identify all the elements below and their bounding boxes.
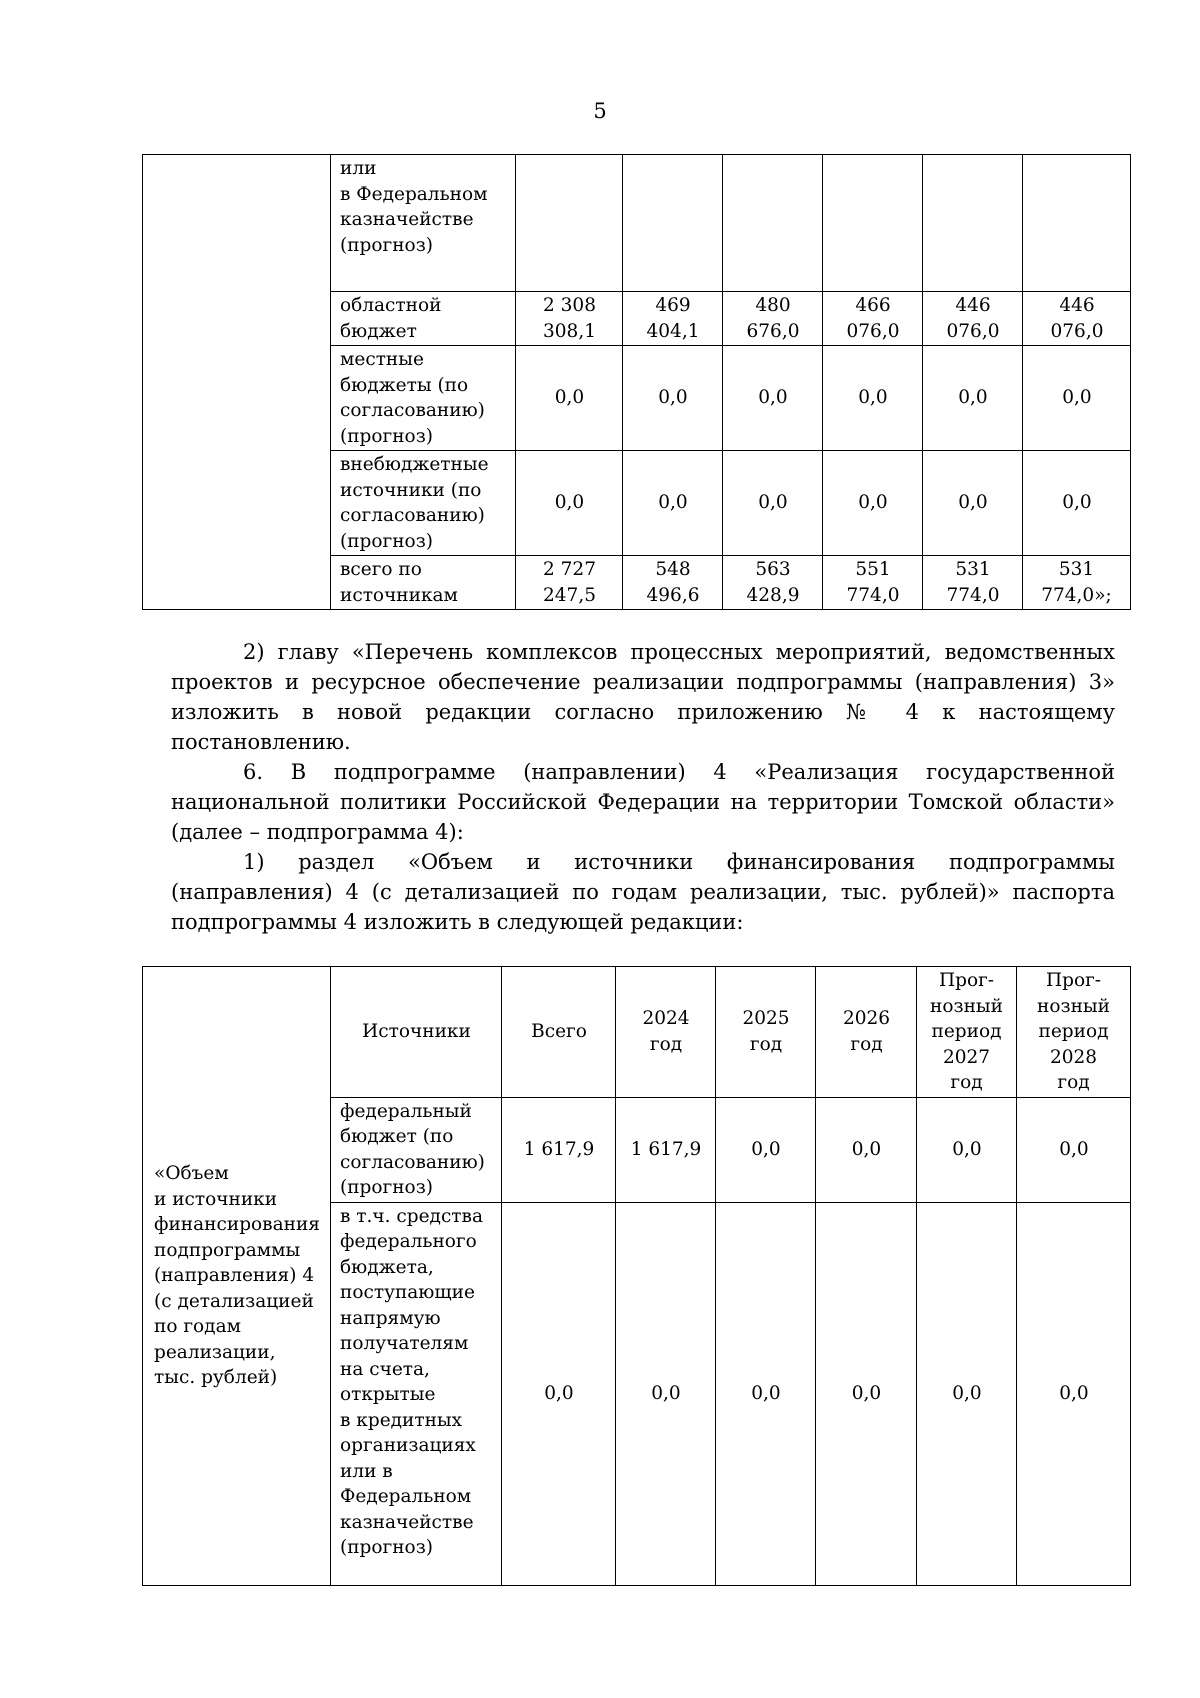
value-cell: 0,0 — [1017, 1097, 1131, 1202]
value-cell — [516, 155, 623, 292]
source-cell: всего по источникам — [331, 556, 516, 610]
value-cell — [723, 155, 823, 292]
value-cell: 0,0 — [1023, 346, 1131, 451]
value-cell: 0,0 — [723, 346, 823, 451]
value-cell: 0,0 — [623, 451, 723, 556]
funding-table-subprogram-4 — [142, 966, 1131, 1586]
value-cell: 0,0 — [516, 346, 623, 451]
value-cell: 446 076,0 — [1023, 292, 1131, 346]
source-cell: или в Федеральном казначействе (прогноз) — [331, 155, 516, 292]
row-label-cell: «Объем и источники финансирования подпрограммы (направления) 4 (с детализацией по годам реализации, тыс. рублей) — [143, 967, 331, 1586]
value-cell — [623, 155, 723, 292]
value-cell: 0,0 — [923, 346, 1023, 451]
source-cell: в т.ч. средства федерального бюджета, поступающие напрямую получателям на счета, открытые в кредитных организациях или в Федеральном казначействе (прогноз) — [331, 1202, 502, 1585]
value-cell: 0,0 — [623, 346, 723, 451]
paragraph: 1) раздел «Объем и источники финансирования подпрограммы (направления) 4 (с детализацией по годам реализации, тыс. рублей)» паспорта подпрограммы 4 изложить в следующей редакции: — [171, 850, 1115, 934]
value-cell: 0,0 — [917, 1097, 1017, 1202]
header-cell: Источники — [331, 967, 502, 1098]
header-cell: Прог- нозный период 2027 год — [917, 967, 1017, 1098]
value-cell: 1 617,9 — [616, 1097, 716, 1202]
value-cell: 0,0 — [716, 1202, 816, 1585]
value-cell: 469 404,1 — [623, 292, 723, 346]
empty-label-cell — [143, 155, 331, 610]
value-cell: 446 076,0 — [923, 292, 1023, 346]
value-cell: 0,0 — [716, 1097, 816, 1202]
source-cell: местные бюджеты (по согласованию) (прогноз) — [331, 346, 516, 451]
value-cell: 0,0 — [823, 346, 923, 451]
value-cell: 0,0 — [502, 1202, 616, 1585]
value-cell: 0,0 — [823, 451, 923, 556]
value-cell: 466 076,0 — [823, 292, 923, 346]
value-cell: 531 774,0»; — [1023, 556, 1131, 610]
value-cell: 0,0 — [923, 451, 1023, 556]
value-cell: 0,0 — [816, 1202, 917, 1585]
paragraph: 2) главу «Перечень комплексов процессных мероприятий, ведомственных проектов и ресурсное обеспечение реализации подпрограммы (направления) 3» изложить в новой редакции согласно приложению № 4 к настоящему постановлению. — [171, 640, 1115, 754]
value-cell: 548 496,6 — [623, 556, 723, 610]
funding-table-continuation — [142, 154, 1131, 610]
page-number: 5 — [593, 99, 607, 123]
value-cell: 551 774,0 — [823, 556, 923, 610]
value-cell: 2 727 247,5 — [516, 556, 623, 610]
value-cell: 0,0 — [1023, 451, 1131, 556]
header-cell: 2024 год — [616, 967, 716, 1098]
value-cell — [923, 155, 1023, 292]
header-cell: Прог- нозный период 2028 год — [1017, 967, 1131, 1098]
body-text — [171, 637, 1115, 937]
header-cell: 2026 год — [816, 967, 917, 1098]
table-row — [143, 155, 1131, 292]
value-cell — [1023, 155, 1131, 292]
value-cell: 0,0 — [616, 1202, 716, 1585]
header-cell: Всего — [502, 967, 616, 1098]
value-cell: 0,0 — [516, 451, 623, 556]
header-row — [143, 967, 1131, 1098]
value-cell: 1 617,9 — [502, 1097, 616, 1202]
value-cell — [823, 155, 923, 292]
value-cell: 0,0 — [1017, 1202, 1131, 1585]
paragraph: 6. В подпрограмме (направлении) 4 «Реализация государственной национальной политики Российской Федерации на территории Томской области» (далее – подпрограмма 4): — [171, 760, 1115, 844]
header-cell: 2025 год — [716, 967, 816, 1098]
value-cell: 0,0 — [917, 1202, 1017, 1585]
value-cell: 2 308 308,1 — [516, 292, 623, 346]
source-cell: федеральный бюджет (по согласованию) (прогноз) — [331, 1097, 502, 1202]
source-cell: областной бюджет — [331, 292, 516, 346]
value-cell: 480 676,0 — [723, 292, 823, 346]
value-cell: 563 428,9 — [723, 556, 823, 610]
value-cell: 0,0 — [723, 451, 823, 556]
source-cell: внебюджетные источники (по согласованию) (прогноз) — [331, 451, 516, 556]
value-cell: 0,0 — [816, 1097, 917, 1202]
value-cell: 531 774,0 — [923, 556, 1023, 610]
